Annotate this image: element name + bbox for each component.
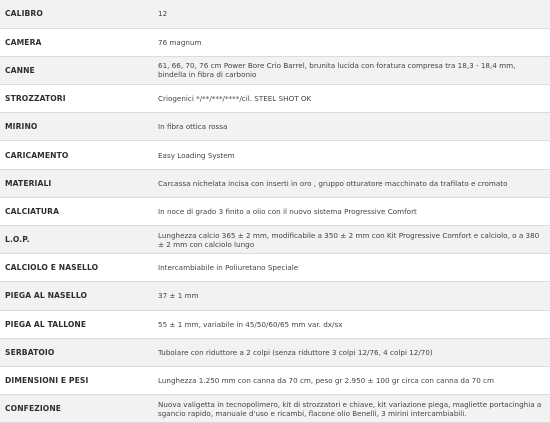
spec-label: MIRINO [0,113,150,141]
spec-label: CONFEZIONE [0,395,150,423]
spec-value: 55 ± 1 mm, variabile in 45/50/60/65 mm var. dx/sx [150,310,550,338]
spec-label: CARICAMENTO [0,141,150,169]
spec-row [0,28,550,56]
spec-label: CALCIATURA [0,197,150,225]
spec-value: Lunghezza 1.250 mm con canna da 70 cm, peso gr 2.950 ± 100 gr circa con canna da 70 cm [150,366,550,394]
spec-value: 76 magnum [150,28,550,56]
spec-row [0,0,550,28]
spec-row [0,85,550,113]
spec-label: SERBATOIO [0,338,150,366]
spec-value: Lunghezza calcio 365 ± 2 mm, modificabile a 350 ± 2 mm con Kit Progressive Comfort e calciolo, o a 380 ± 2 mm con calciolo lungo [150,226,550,254]
spec-value: In noce di grado 3 finito a olio con il nuovo sistema Progressive Comfort [150,197,550,225]
spec-label: DIMENSIONI E PESI [0,366,150,394]
spec-label: L.O.P. [0,226,150,254]
spec-label: CALCIOLO E NASELLO [0,254,150,282]
spec-row [0,338,550,366]
spec-value: Easy Loading System [150,141,550,169]
spec-value: In fibra ottica rossa [150,113,550,141]
spec-row [0,197,550,225]
spec-row [0,395,550,423]
spec-row [0,254,550,282]
spec-value: 12 [150,0,550,28]
spec-label: CANNE [0,56,150,84]
spec-value: Intercambiabile in Poliuretano Speciale [150,254,550,282]
spec-value: 37 ± 1 mm [150,282,550,310]
spec-row [0,56,550,84]
spec-row [0,169,550,197]
spec-value: Nuova valigetta in tecnopolimero, kit di strozzatori e chiave, kit variazione piega, magliette portacinghia a sgancio rapido, manuale d'uso e ricambi, flacone olio Benelli, 3 mirini intercambiabili. [150,395,550,423]
spec-label: CALIBRO [0,0,150,28]
spec-row [0,113,550,141]
spec-label: PIEGA AL NASELLO [0,282,150,310]
spec-label: PIEGA AL TALLONE [0,310,150,338]
spec-value: 61, 66, 70, 76 cm Power Bore Crio Barrel, brunita lucida con foratura compresa tra 18,3 - 18,4 mm, bindella in fibra di carbonio [150,56,550,84]
spec-row [0,226,550,254]
spec-label: CAMERA [0,28,150,56]
spec-row [0,310,550,338]
spec-label: STROZZATORI [0,85,150,113]
spec-row [0,141,550,169]
spec-label: MATERIALI [0,169,150,197]
spec-value: Tubolare con riduttore a 2 colpi (senza riduttore 3 colpi 12/76, 4 colpi 12/70) [150,338,550,366]
spec-row [0,366,550,394]
spec-value: Criogenici */**/***/****/cil. STEEL SHOT OK [150,85,550,113]
spec-value: Carcassa nichelata incisa con inserti in oro , gruppo otturatore macchinato da trafilato e cromato [150,169,550,197]
spec-row [0,282,550,310]
